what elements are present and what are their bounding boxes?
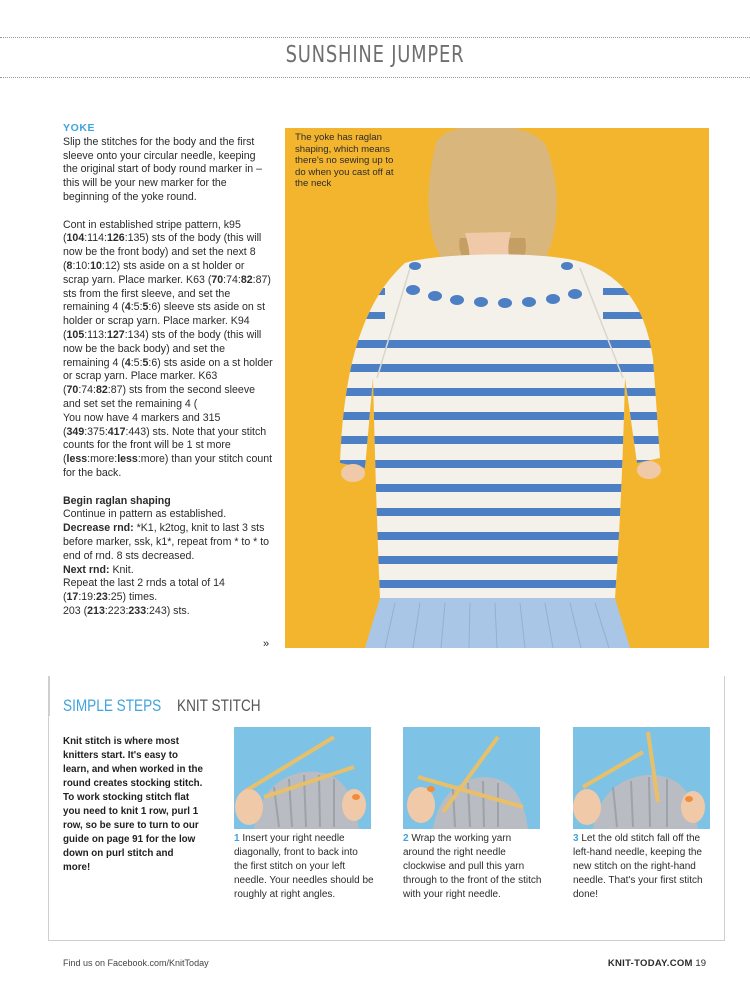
header-rule-top	[0, 37, 750, 38]
yoke-paragraph-2: Cont in established stripe pattern, k95 (104:114:126:135) sts of the body (this will now be the front body) and set the next 8 (8:10:10:12) sts aside on a st holder or scrap yarn. Place marker. K63 (70:74:82:87) sts from the first sleeve, and set the remaining 4 (4:5:5:6) sleeve sts aside on st holder or scrap yarn. Place marker. K94 (105:113:127:134) sts of the body (this will now be the back body) and set the remaining 4 (4:5:5:6) sts aside on a st holder or scrap yarn. Place marker. K63 (70:74:82:87) sts from the second sleeve and set set the remaining 4 (	[63, 218, 273, 410]
footer-site-name: KNIT-TODAY.COM	[607, 958, 693, 969]
step-1-number: 1	[234, 833, 240, 844]
photo-caption: The yoke has raglan shaping, which means there's no sewing up to do when you cast off at the neck	[295, 132, 394, 189]
knit-step-1-illustration	[234, 727, 371, 829]
yoke-paragraph-3: You now have 4 markers and 315 (349:375:417:443) sts. Note that your stitch counts for the front will be 1 st more (less:more:less:more) than your stitch count for the back.	[63, 411, 273, 479]
repeat-line: Repeat the last 2 rnds a total of 14 (17:19:23:25) times.	[63, 577, 225, 604]
step-3-image	[573, 727, 710, 829]
page-title: SUNSHINE JUMPER	[285, 42, 465, 68]
yoke-paragraph-1: Slip the stitches for the body and the first sleeve onto your circular needle, keeping the original start of body round marker in – this will be your new marker for the beginning of the yoke round.	[63, 135, 263, 203]
model-illustration	[285, 128, 709, 648]
simple-steps-label: SIMPLE STEPS	[63, 696, 162, 715]
step-2-number: 2	[403, 833, 409, 844]
step-3-number: 3	[573, 833, 579, 844]
knit-step-2-illustration	[403, 727, 540, 829]
continue-arrow-icon: »	[263, 638, 270, 650]
next-round: Next rnd: Knit.	[63, 563, 134, 576]
knit-stitch-label: KNIT STITCH	[176, 696, 261, 715]
step-1-text: 1 Insert your right needle diagonally, front to back into the first stitch on your left needle. Your needles should be roughly at right angles.	[234, 833, 374, 900]
raglan-heading: Begin raglan shaping	[63, 494, 171, 507]
footer-facebook: Find us on Facebook.com/KnitToday	[63, 958, 209, 968]
page-number: 19	[695, 958, 706, 969]
step-3-text: 3 Let the old stitch fall off the left-hand needle, keeping the new stitch on the right-hand needle. That's your first stitch done!	[573, 833, 703, 900]
yoke-heading: YOKE	[63, 122, 96, 134]
footer-site	[608, 958, 706, 969]
decrease-round: Decrease rnd: *K1, k2tog, knit to last 3 sts before marker, ssk, k1*, repeat from * to * to end of rnd. 8 sts decreased.	[63, 522, 270, 562]
raglan-line-1: Continue in pattern as established.	[63, 508, 227, 521]
step-2-text: 2 Wrap the working yarn around the right needle clockwise and pull this yarn through to the front of the stitch with your right needle.	[403, 833, 542, 900]
simple-steps-title	[63, 696, 281, 716]
total-line: 203 (213:223:233:243) sts.	[63, 604, 190, 617]
sunshine-jumper-photo	[285, 128, 709, 648]
step-2-image	[403, 727, 540, 829]
header-rule-bottom	[0, 77, 750, 78]
knit-step-3-illustration	[573, 727, 710, 829]
steps-intro: Knit stitch is where most knitters start. It's easy to learn, and when worked in the round creates stocking stitch. To work stocking stitch flat you need to knit 1 row, purl 1 row, so be sure to turn to our guide on page 91 for the low down on purl stitch and more!	[63, 736, 203, 873]
yoke-instructions	[63, 122, 273, 619]
step-1-image	[234, 727, 371, 829]
